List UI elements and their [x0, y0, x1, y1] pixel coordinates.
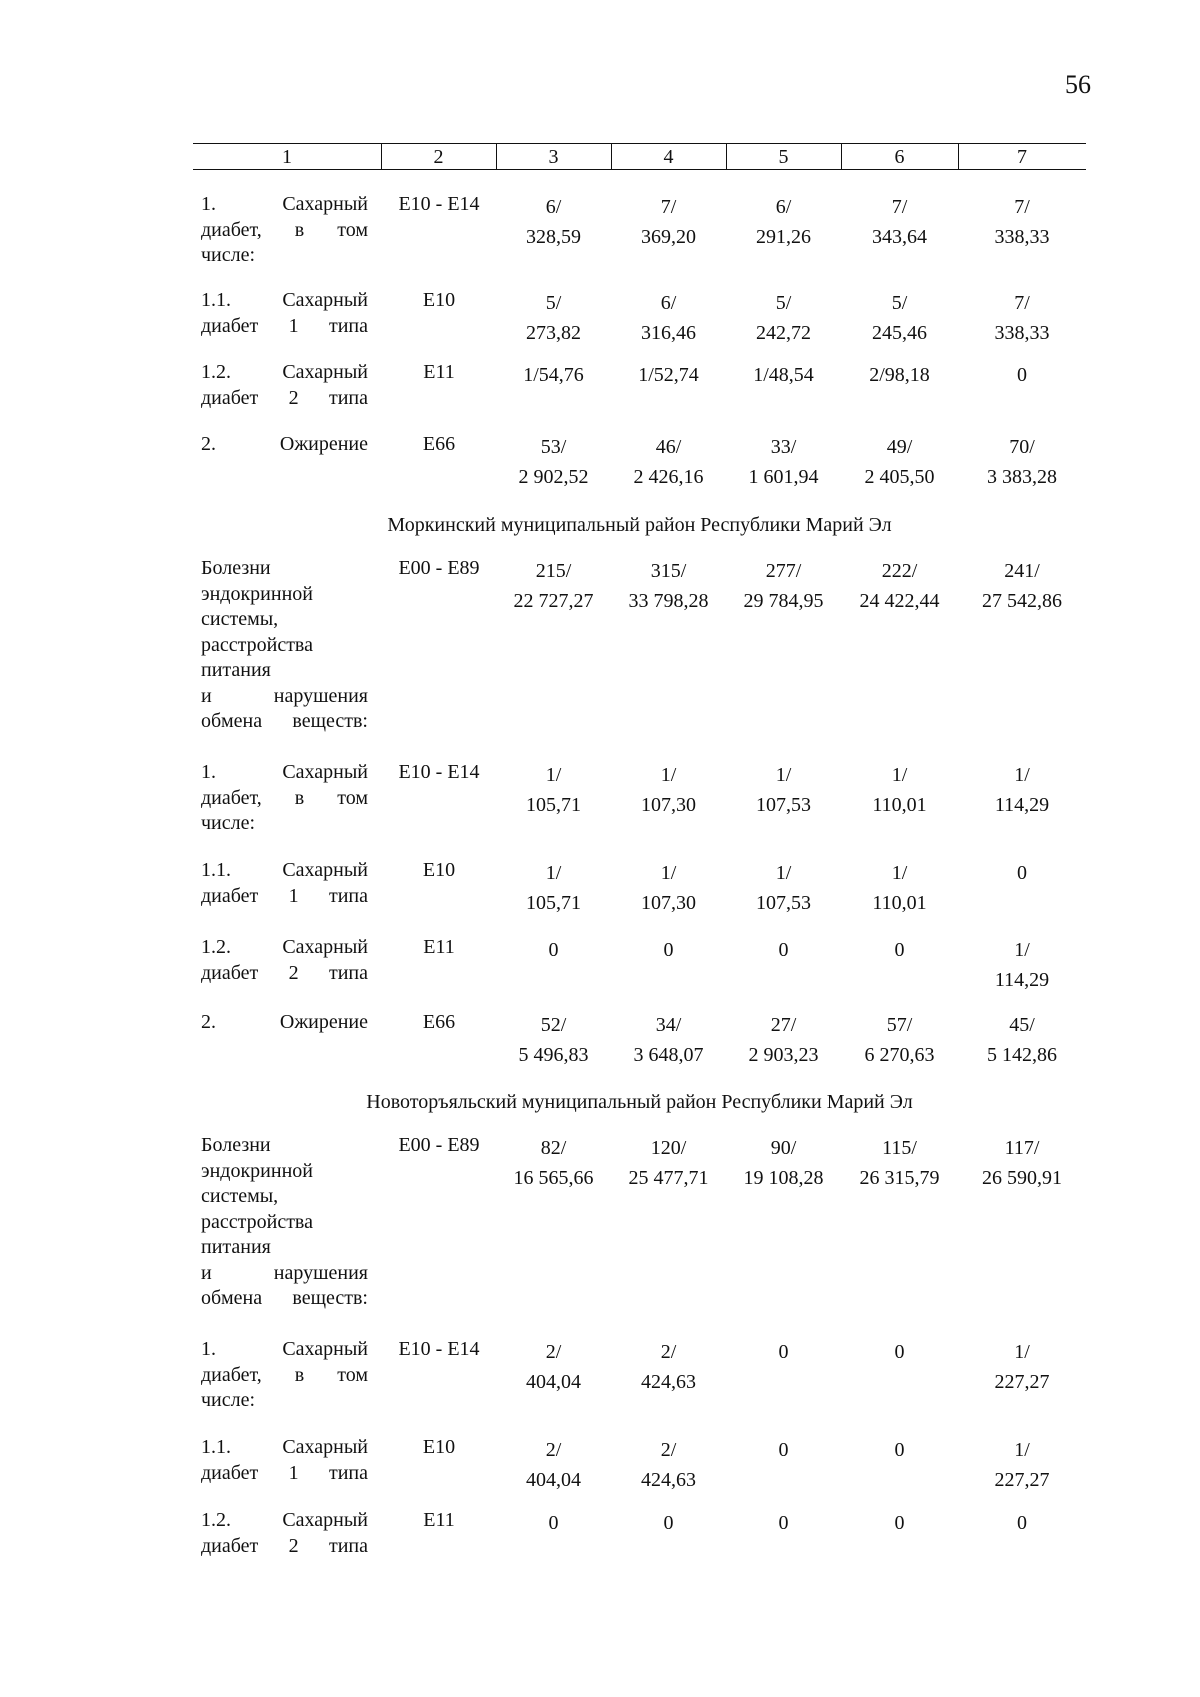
- case-count: 0: [1017, 862, 1027, 884]
- case-count: 5/: [891, 292, 908, 314]
- rate-value: 424,63: [641, 1469, 696, 1491]
- case-count: 0: [894, 939, 905, 961]
- row-name-line: системы,: [201, 1185, 279, 1207]
- rate-value: 26 315,79: [859, 1167, 940, 1189]
- case-count: 1/: [1014, 1439, 1030, 1461]
- row-code: E11: [423, 1509, 455, 1531]
- row-code: E11: [423, 936, 455, 958]
- case-count: 115/: [882, 1137, 917, 1159]
- rate-value: 19 108,28: [743, 1167, 824, 1189]
- rate-value: 16 565,66: [513, 1167, 594, 1189]
- row-name-line: 1.2. Сахарный: [201, 936, 368, 958]
- rate-value: 5 142,86: [987, 1044, 1057, 1066]
- rate-value: 107,30: [641, 892, 696, 914]
- rate-value: 3 648,07: [633, 1044, 704, 1066]
- value-cell-col6: [841, 1435, 958, 1465]
- value-cell-col6: [841, 858, 958, 918]
- row-name: [201, 935, 368, 986]
- rate-value: 328,59: [526, 226, 581, 248]
- row-name-line: 1.1. Сахарный: [201, 859, 368, 881]
- rate-value: 105,71: [526, 794, 581, 816]
- row-name: [201, 432, 368, 458]
- case-count: 117/: [1004, 1137, 1040, 1159]
- row-code: E66: [422, 433, 456, 455]
- case-count: 0: [894, 1439, 905, 1461]
- case-count: 0: [663, 939, 674, 961]
- value-cell-col4: [611, 858, 726, 918]
- value-cell-col5: [726, 1133, 841, 1193]
- value-cell-col5: [726, 1010, 841, 1070]
- header-col-1: 1: [282, 146, 292, 168]
- rate-value: 29 784,95: [743, 590, 824, 612]
- rate-value: 242,72: [756, 322, 811, 344]
- value-cell-col3: [496, 1435, 611, 1495]
- rate-value: 2 903,23: [748, 1044, 819, 1066]
- row-name-line: числе:: [201, 812, 256, 834]
- rate-value: 27 542,86: [982, 590, 1062, 612]
- case-count: 90/: [770, 1137, 797, 1159]
- value-cell-col7: [958, 1337, 1086, 1397]
- value-cell-col6: [841, 1508, 958, 1538]
- rate-value: 6 270,63: [864, 1044, 935, 1066]
- case-count: 46/: [655, 436, 682, 458]
- rate-value: 5 496,83: [518, 1044, 589, 1066]
- rate-value: 338,33: [994, 322, 1050, 344]
- rate-value: 110,01: [872, 892, 927, 914]
- case-count: 1/: [775, 764, 792, 786]
- value-cell-col5: [726, 432, 841, 492]
- case-count: 1/: [545, 862, 562, 884]
- row-name: [201, 1133, 368, 1312]
- header-col-3: 3: [548, 146, 559, 168]
- row-name: [201, 760, 368, 837]
- row-name-line: диабет, в том: [201, 1363, 368, 1386]
- value-cell-col3: [496, 858, 611, 918]
- row-name-line: 1.2. Сахарный: [201, 361, 368, 383]
- row-name: [201, 1508, 368, 1559]
- case-count: 2/: [660, 1439, 677, 1461]
- value-cell-col5: [726, 288, 841, 348]
- value-cell-col7: [958, 1435, 1086, 1495]
- value-cell-col4: [611, 432, 726, 492]
- row-name-line: Болезни: [201, 557, 271, 579]
- value-cell-col6: [841, 1010, 958, 1070]
- case-count: 7/: [1014, 196, 1030, 218]
- row-name-line: 1.1. Сахарный: [201, 289, 368, 311]
- row-name-line: числе:: [201, 1389, 256, 1411]
- row-code: E00 - E89: [398, 557, 480, 579]
- value-cell-col6: [841, 360, 958, 390]
- case-count: 6/: [660, 292, 677, 314]
- row-name-line: 2. Ожирение: [201, 1011, 368, 1033]
- case-count: 7/: [891, 196, 908, 218]
- case-count: 222/: [881, 560, 918, 582]
- row-name-line: системы,: [201, 608, 279, 630]
- case-count: 5/: [545, 292, 562, 314]
- value-cell-col7: [958, 858, 1086, 888]
- case-count: 6/: [775, 196, 792, 218]
- case-count: 34/: [655, 1014, 682, 1036]
- header-col-4: 4: [663, 146, 674, 168]
- value-cell-col7: [958, 432, 1086, 492]
- case-count: 0: [894, 1512, 905, 1534]
- value-cell-col6: [841, 760, 958, 820]
- rate-value: 2 426,16: [633, 466, 704, 488]
- row-name: [201, 360, 368, 411]
- value-cell-col4: [611, 760, 726, 820]
- row-code: E10 - E14: [398, 761, 480, 783]
- value-cell-col7: [958, 935, 1086, 995]
- value-cell-col4: [611, 1133, 726, 1193]
- header-col-5: 5: [778, 146, 789, 168]
- case-count: 1/54,76: [523, 364, 584, 386]
- case-count: 0: [778, 1512, 789, 1534]
- rate-value: 107,30: [641, 794, 696, 816]
- row-name-line: эндокринной: [201, 582, 313, 605]
- value-cell-col4: [611, 192, 726, 252]
- case-count: 7/: [1014, 292, 1030, 314]
- case-count: 33/: [770, 436, 797, 458]
- rate-value: 343,64: [872, 226, 927, 248]
- case-count: 215/: [535, 560, 572, 582]
- case-count: 2/: [545, 1439, 562, 1461]
- value-cell-col5: [726, 1435, 841, 1465]
- rate-value: 273,82: [526, 322, 581, 344]
- rate-value: 24 422,44: [859, 590, 940, 612]
- row-name-line: 1. Сахарный: [201, 193, 368, 215]
- row-code: E10: [422, 1436, 456, 1458]
- value-cell-col5: [726, 858, 841, 918]
- rate-value: 338,33: [994, 226, 1050, 248]
- row-name-line: 1. Сахарный: [201, 1338, 368, 1360]
- value-cell-col4: [611, 935, 726, 965]
- header-bottom-rule: [193, 169, 1086, 170]
- case-count: 1/48,54: [753, 364, 814, 386]
- case-count: 49/: [886, 436, 913, 458]
- row-name: [201, 1337, 368, 1414]
- case-count: 0: [1017, 364, 1027, 386]
- rate-value: 105,71: [526, 892, 581, 914]
- header-col-7: 7: [1017, 146, 1027, 168]
- rate-value: 114,29: [994, 794, 1050, 816]
- case-count: 0: [548, 939, 559, 961]
- value-cell-col4: [611, 1508, 726, 1538]
- row-name-line: 1. Сахарный: [201, 761, 368, 783]
- row-name-line: расстройства: [201, 633, 313, 656]
- row-name-line: и нарушения: [201, 684, 368, 707]
- value-cell-col6: [841, 432, 958, 492]
- row-name-line: и нарушения: [201, 1261, 368, 1284]
- case-count: 1/: [1014, 764, 1030, 786]
- case-count: 2/98,18: [869, 364, 930, 386]
- value-cell-col7: [958, 556, 1086, 616]
- case-count: 1/: [891, 764, 908, 786]
- header-col-6: 6: [894, 146, 905, 168]
- header-col-2: 2: [433, 146, 444, 168]
- row-name-line: 1.2. Сахарный: [201, 1509, 368, 1531]
- case-count: 0: [894, 1341, 905, 1363]
- value-cell-col6: [841, 192, 958, 252]
- case-count: 0: [778, 939, 789, 961]
- value-cell-col4: [611, 556, 726, 616]
- case-count: 27/: [770, 1014, 797, 1036]
- case-count: 53/: [540, 436, 567, 458]
- row-name: [201, 1010, 368, 1036]
- value-cell-col5: [726, 1337, 841, 1367]
- value-cell-col5: [726, 360, 841, 390]
- value-cell-col6: [841, 556, 958, 616]
- rate-value: 404,04: [526, 1469, 581, 1491]
- value-cell-col4: [611, 1435, 726, 1495]
- value-cell-col3: [496, 432, 611, 492]
- case-count: 1/: [1014, 939, 1030, 961]
- row-code: E10 - E14: [398, 193, 480, 215]
- rate-value: 114,29: [994, 969, 1050, 991]
- case-count: 0: [663, 1512, 674, 1534]
- rate-value: 291,26: [756, 226, 811, 248]
- rate-value: 1 601,94: [748, 466, 819, 488]
- case-count: 277/: [765, 560, 802, 582]
- value-cell-col4: [611, 1337, 726, 1397]
- value-cell-col4: [611, 288, 726, 348]
- case-count: 1/52,74: [638, 364, 699, 386]
- row-name-line: диабет 2 типа: [201, 1534, 368, 1557]
- rate-value: 3 383,28: [987, 466, 1057, 488]
- table-header: [193, 143, 1086, 173]
- row-name-line: диабет 1 типа: [201, 314, 368, 337]
- row-name-line: Болезни: [201, 1134, 271, 1156]
- row-name-line: обмена веществ:: [201, 710, 368, 732]
- row-name: [201, 288, 368, 339]
- header-top-rule: [193, 143, 1086, 144]
- case-count: 0: [778, 1439, 789, 1461]
- value-cell-col3: [496, 1508, 611, 1538]
- row-code: E10 - E14: [398, 1338, 480, 1360]
- rate-value: 2 405,50: [864, 466, 935, 488]
- row-name: [201, 556, 368, 735]
- rate-value: 22 727,27: [513, 590, 594, 612]
- value-cell-col7: [958, 1133, 1086, 1193]
- row-name-line: питания: [201, 659, 271, 681]
- value-cell-col7: [958, 1010, 1086, 1070]
- row-name: [201, 858, 368, 909]
- section-title: Новоторъяльский муниципальный район Республики Марий Эл: [366, 1091, 913, 1113]
- rate-value: 2 902,52: [518, 466, 589, 488]
- case-count: 1/: [891, 862, 908, 884]
- case-count: 52/: [540, 1014, 567, 1036]
- row-name-line: диабет 2 типа: [201, 961, 368, 984]
- value-cell-col6: [841, 1133, 958, 1193]
- value-cell-col6: [841, 1337, 958, 1367]
- value-cell-col5: [726, 192, 841, 252]
- value-cell-col5: [726, 760, 841, 820]
- value-cell-col5: [726, 556, 841, 616]
- value-cell-col3: [496, 760, 611, 820]
- case-count: 2/: [545, 1341, 562, 1363]
- value-cell-col3: [496, 288, 611, 348]
- case-count: 5/: [775, 292, 792, 314]
- value-cell-col3: [496, 1337, 611, 1397]
- case-count: 1/: [1014, 1341, 1030, 1363]
- value-cell-col6: [841, 935, 958, 965]
- value-cell-col7: [958, 360, 1086, 390]
- value-cell-col3: [496, 1010, 611, 1070]
- row-name-line: эндокринной: [201, 1159, 313, 1182]
- rate-value: 245,46: [872, 322, 927, 344]
- value-cell-col4: [611, 1010, 726, 1070]
- value-cell-col3: [496, 556, 611, 616]
- case-count: 0: [548, 1512, 559, 1534]
- row-name-line: диабет, в том: [201, 218, 368, 241]
- row-name-line: диабет, в том: [201, 786, 368, 809]
- value-cell-col6: [841, 288, 958, 348]
- value-cell-col5: [726, 935, 841, 965]
- row-name-line: обмена веществ:: [201, 1287, 368, 1309]
- rate-value: 227,27: [994, 1371, 1050, 1393]
- rate-value: 25 477,71: [628, 1167, 709, 1189]
- row-name-line: диабет 1 типа: [201, 884, 368, 907]
- rate-value: 227,27: [994, 1469, 1050, 1491]
- row-name-line: питания: [201, 1236, 271, 1258]
- rate-value: 424,63: [641, 1371, 696, 1393]
- case-count: 57/: [886, 1014, 913, 1036]
- case-count: 1/: [660, 764, 677, 786]
- row-name-line: числе:: [201, 244, 256, 266]
- value-cell-col7: [958, 760, 1086, 820]
- rate-value: 33 798,28: [628, 590, 709, 612]
- value-cell-col7: [958, 288, 1086, 348]
- row-code: E00 - E89: [398, 1134, 480, 1156]
- row-code: E10: [422, 289, 456, 311]
- value-cell-col4: [611, 360, 726, 390]
- case-count: 1/: [545, 764, 562, 786]
- value-cell-col7: [958, 192, 1086, 252]
- case-count: 82/: [540, 1137, 567, 1159]
- case-count: 45/: [1009, 1014, 1035, 1036]
- row-name-line: диабет 1 типа: [201, 1461, 368, 1484]
- rate-value: 26 590,91: [982, 1167, 1062, 1189]
- case-count: 6/: [545, 196, 562, 218]
- case-count: 7/: [660, 196, 677, 218]
- value-cell-col3: [496, 1133, 611, 1193]
- rate-value: 369,20: [641, 226, 696, 248]
- row-code: E10: [422, 859, 456, 881]
- rate-value: 110,01: [872, 794, 927, 816]
- case-count: 120/: [650, 1137, 687, 1159]
- page-number: 56: [1065, 70, 1091, 99]
- rate-value: 316,46: [641, 322, 696, 344]
- row-code: E11: [423, 361, 455, 383]
- row-name: [201, 192, 368, 269]
- case-count: 70/: [1009, 436, 1035, 458]
- case-count: 241/: [1004, 560, 1040, 582]
- rate-value: 107,53: [756, 794, 811, 816]
- rate-value: 107,53: [756, 892, 811, 914]
- value-cell-col7: [958, 1508, 1086, 1538]
- case-count: 1/: [775, 862, 792, 884]
- case-count: 0: [1017, 1512, 1027, 1534]
- row-name-line: диабет 2 типа: [201, 386, 368, 409]
- value-cell-col3: [496, 192, 611, 252]
- value-cell-col3: [496, 360, 611, 390]
- case-count: 2/: [660, 1341, 677, 1363]
- section-title: Моркинский муниципальный район Республики Марий Эл: [387, 514, 892, 536]
- row-name-line: расстройства: [201, 1210, 313, 1233]
- case-count: 0: [778, 1341, 789, 1363]
- rate-value: 404,04: [526, 1371, 581, 1393]
- value-cell-col3: [496, 935, 611, 965]
- value-cell-col5: [726, 1508, 841, 1538]
- case-count: 1/: [660, 862, 677, 884]
- row-name-line: 1.1. Сахарный: [201, 1436, 368, 1458]
- case-count: 315/: [650, 560, 687, 582]
- row-name: [201, 1435, 368, 1486]
- row-name-line: 2. Ожирение: [201, 433, 368, 455]
- row-code: E66: [422, 1011, 456, 1033]
